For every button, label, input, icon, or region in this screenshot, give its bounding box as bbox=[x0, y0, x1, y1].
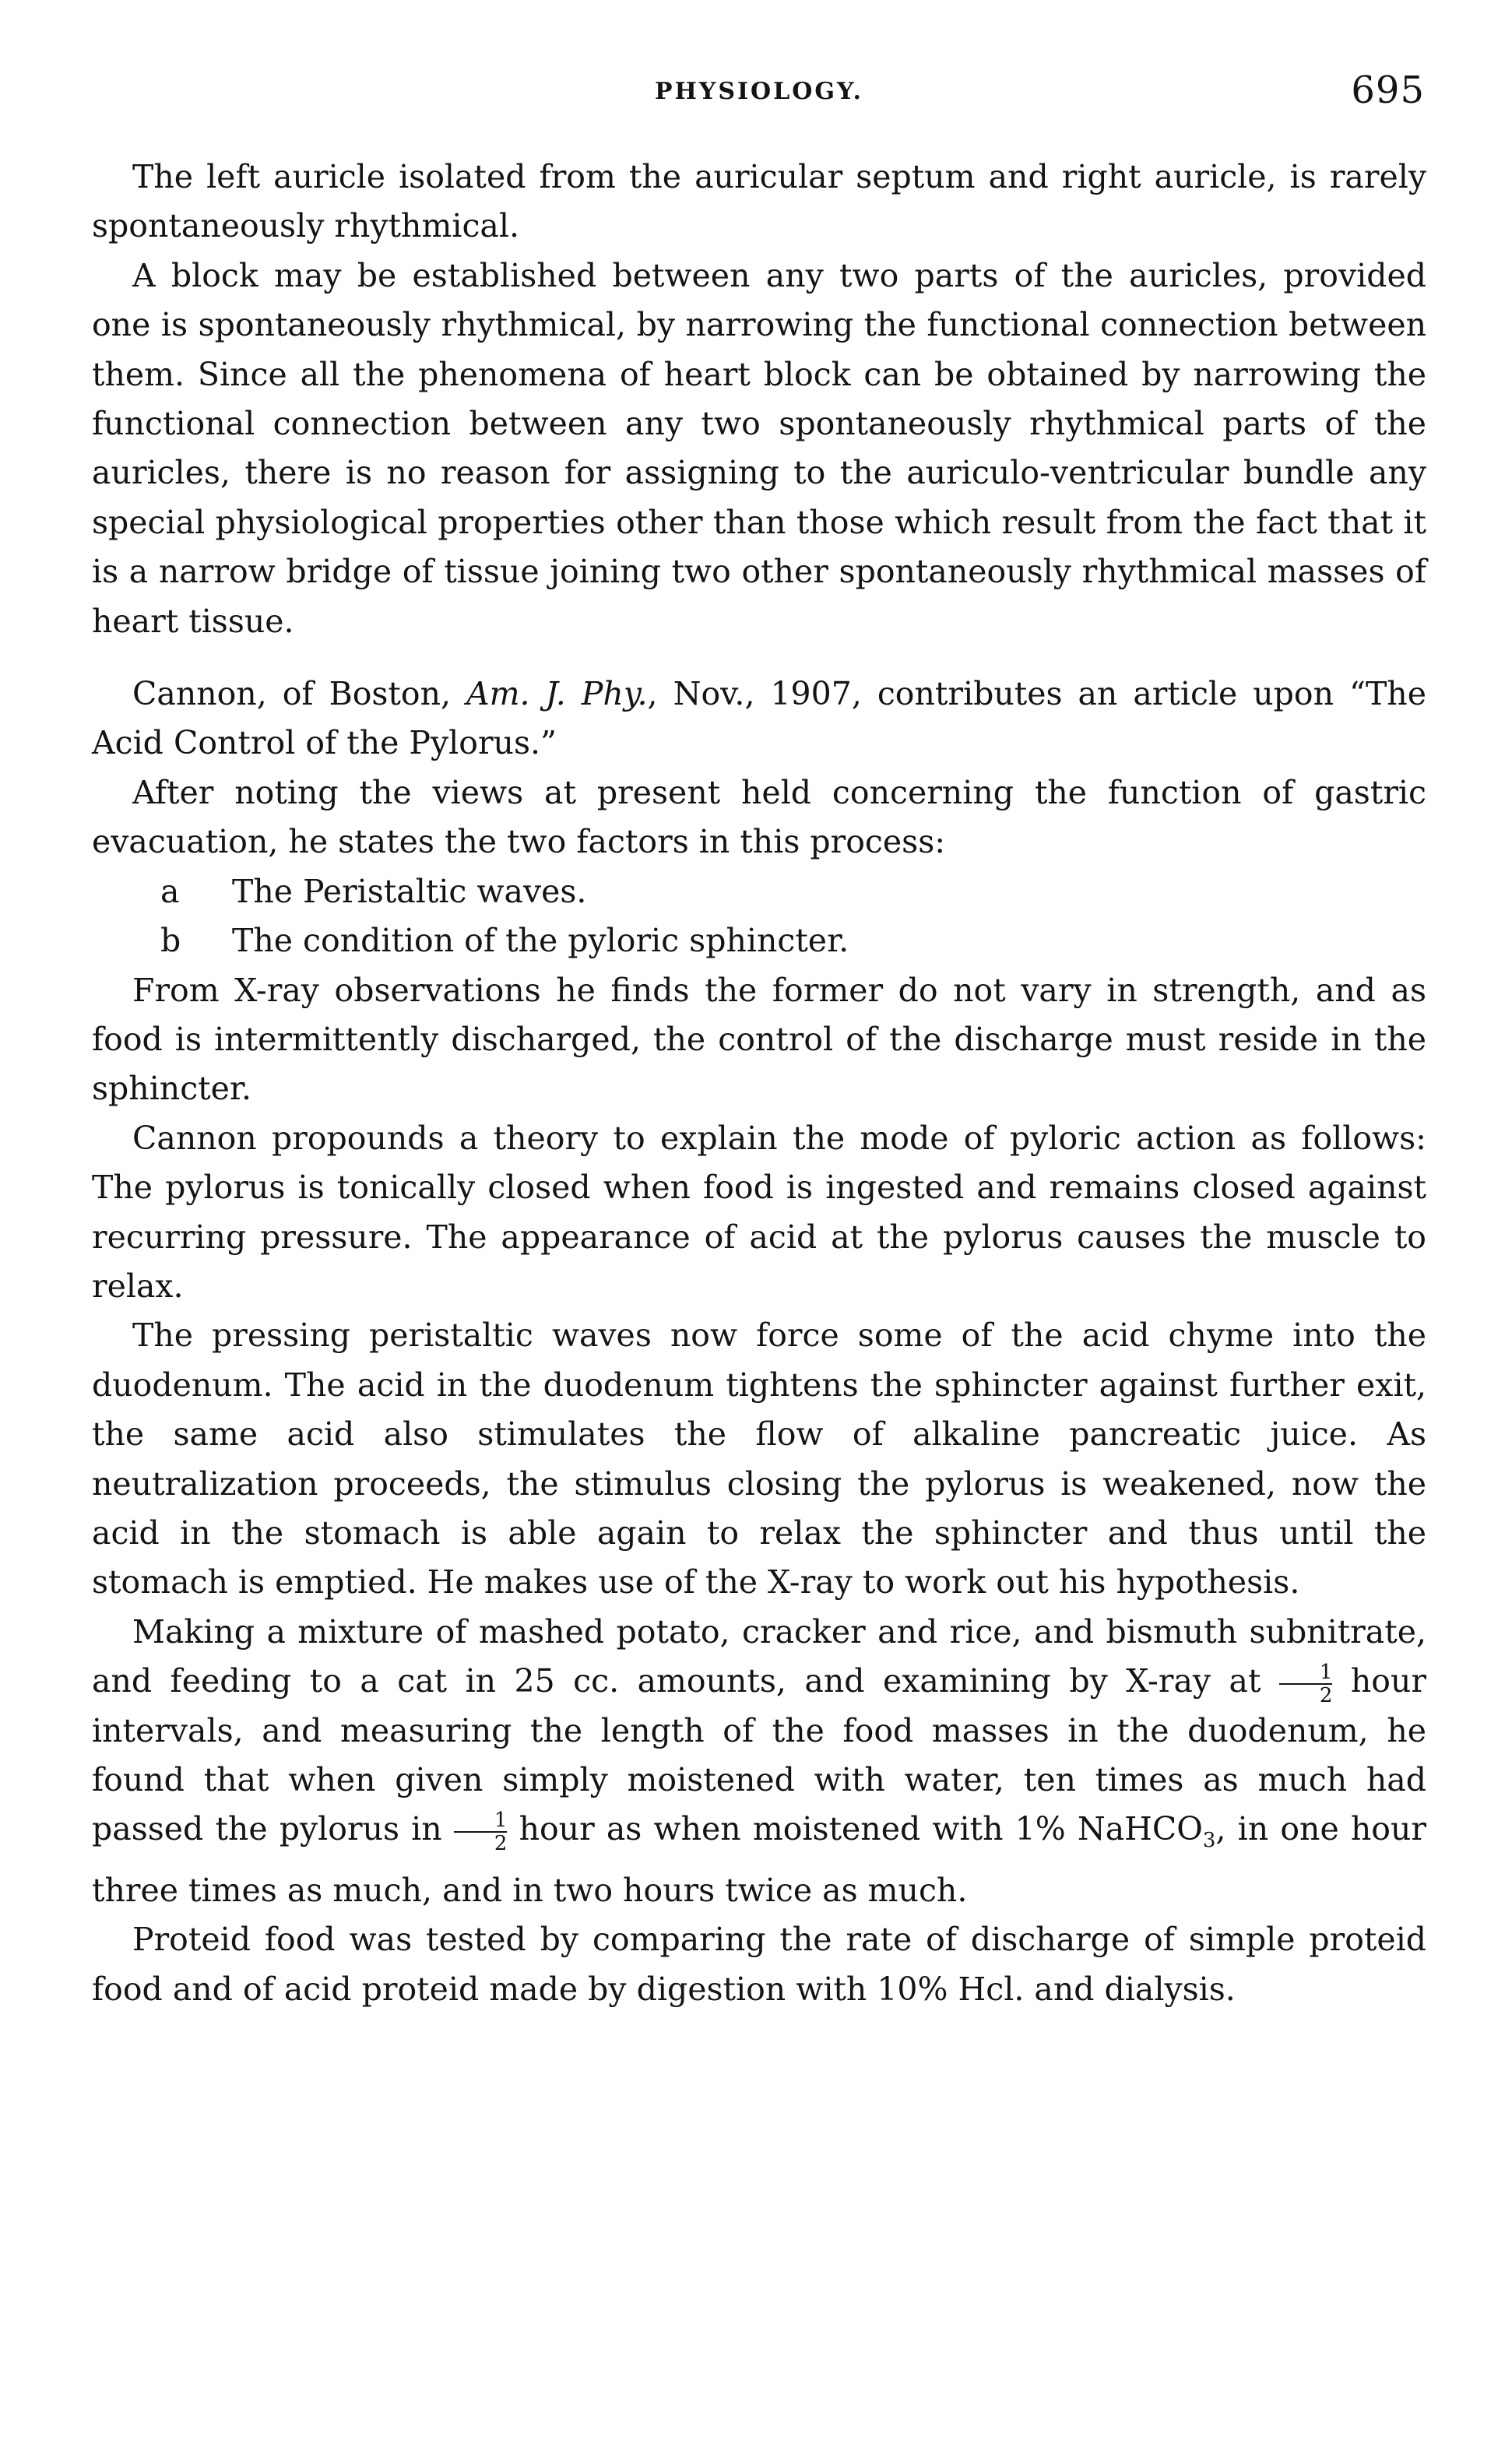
list-marker: b bbox=[160, 922, 181, 960]
paragraph-cannon-intro bbox=[92, 670, 1426, 768]
fraction-half bbox=[454, 1810, 508, 1854]
paragraph-peristaltic: The pressing peristaltic waves now force some of the acid chyme into the duodenum. The acid in the duodenum tightens the sphincter against further exit, the same acid also stimulates the flow of alkaline pancreatic juice. As neutralization proceeds, the stimulus closing the pylorus is weakened, now the acid in the stomach is able again to relax the sphincter and thus until the stomach is emptied. He makes use of the X-ray to work out his hypothesis. bbox=[92, 1317, 1426, 1601]
experiment-text-4: , in one hour three times as much, and in two hours twice as much. bbox=[92, 1810, 1426, 1909]
paragraph-xray-observations: From X-ray observations he finds the former do not vary in strength, and as food is intermittently discharged, the control of the discharge must reside in the sphincter. bbox=[92, 971, 1426, 1108]
subscript-3: 3 bbox=[1202, 1829, 1216, 1853]
list-item-text: The Peristaltic waves. bbox=[232, 872, 587, 910]
paragraph-experiment bbox=[92, 1608, 1426, 1916]
paragraph-left-auricle: The left auricle isolated from the auricular septum and right auricle, is rarely spontaneously rhythmical. bbox=[92, 158, 1426, 245]
list-item-text: The condition of the pyloric sphincter. bbox=[232, 922, 849, 960]
journal-title: Am. J. Phy. bbox=[466, 675, 648, 713]
fraction-denominator: 2 bbox=[1319, 1683, 1333, 1707]
cannon-intro-text-2: , Nov., 1907, contributes an article upon “The Acid Control of the Pylorus.” bbox=[92, 675, 1426, 762]
page-header bbox=[93, 67, 1425, 114]
running-head: PHYSIOLOGY. bbox=[655, 78, 863, 105]
paragraph-heart-block: A block may be established between any two parts of the auricles, provided one is spontaneously rhythmical, by narrowing the functional connection between them. Since all the phenomena of heart block can be obtained by narrowing the functional connection between any two spontaneously rhythmical parts of the auricles, there is no reason for assigning to the auriculo-ventricular bundle any special physiological properties other than those which result from the fact that it is a narrow bridge of tissue joining two other spontaneously rhythmical masses of heart tissue. bbox=[92, 256, 1426, 640]
fraction-denominator: 2 bbox=[494, 1831, 508, 1855]
experiment-text-1: Making a mixture of mashed potato, cracker and rice, and bismuth subnitrate, and feeding to a cat in 25 cc. amounts, and examining by X-ray at bbox=[92, 1612, 1426, 1700]
list-item-factor-a bbox=[92, 867, 1426, 916]
fraction-numerator: 1 bbox=[494, 1808, 508, 1832]
paragraph-proteid: Proteid food was tested by comparing the rate of discharge of simple proteid food and of acid proteid made by digestion with 10% Hcl. and dialysis. bbox=[92, 1921, 1426, 2008]
cannon-intro-text: Cannon, of Boston, bbox=[132, 675, 467, 713]
page-number: 695 bbox=[1351, 69, 1425, 112]
fraction-numerator: 1 bbox=[1319, 1660, 1333, 1684]
experiment-text-2: hour intervals, and measuring the length of the food masses in the duodenum, he found that when given simply moistened with water, ten times as much had passed the pylorus in bbox=[92, 1662, 1426, 1848]
paragraph-theory: Cannon propounds a theory to explain the mode of pyloric action as follows: The pylorus is tonically closed when food is ingested and remains closed against recurring pressure. The appearance of acid at the pylorus causes the muscle to relax. bbox=[92, 1119, 1426, 1305]
paragraph-factors-intro: After noting the views at present held concerning the function of gastric evacuation, he states the two factors in this process: bbox=[92, 773, 1426, 861]
list-item-factor-b bbox=[92, 916, 1426, 965]
page-body bbox=[92, 153, 1426, 2014]
experiment-text-3: hour as when moistened with 1% NaHCO bbox=[507, 1810, 1203, 1848]
fraction-half bbox=[1279, 1662, 1333, 1706]
list-marker: a bbox=[160, 872, 180, 910]
